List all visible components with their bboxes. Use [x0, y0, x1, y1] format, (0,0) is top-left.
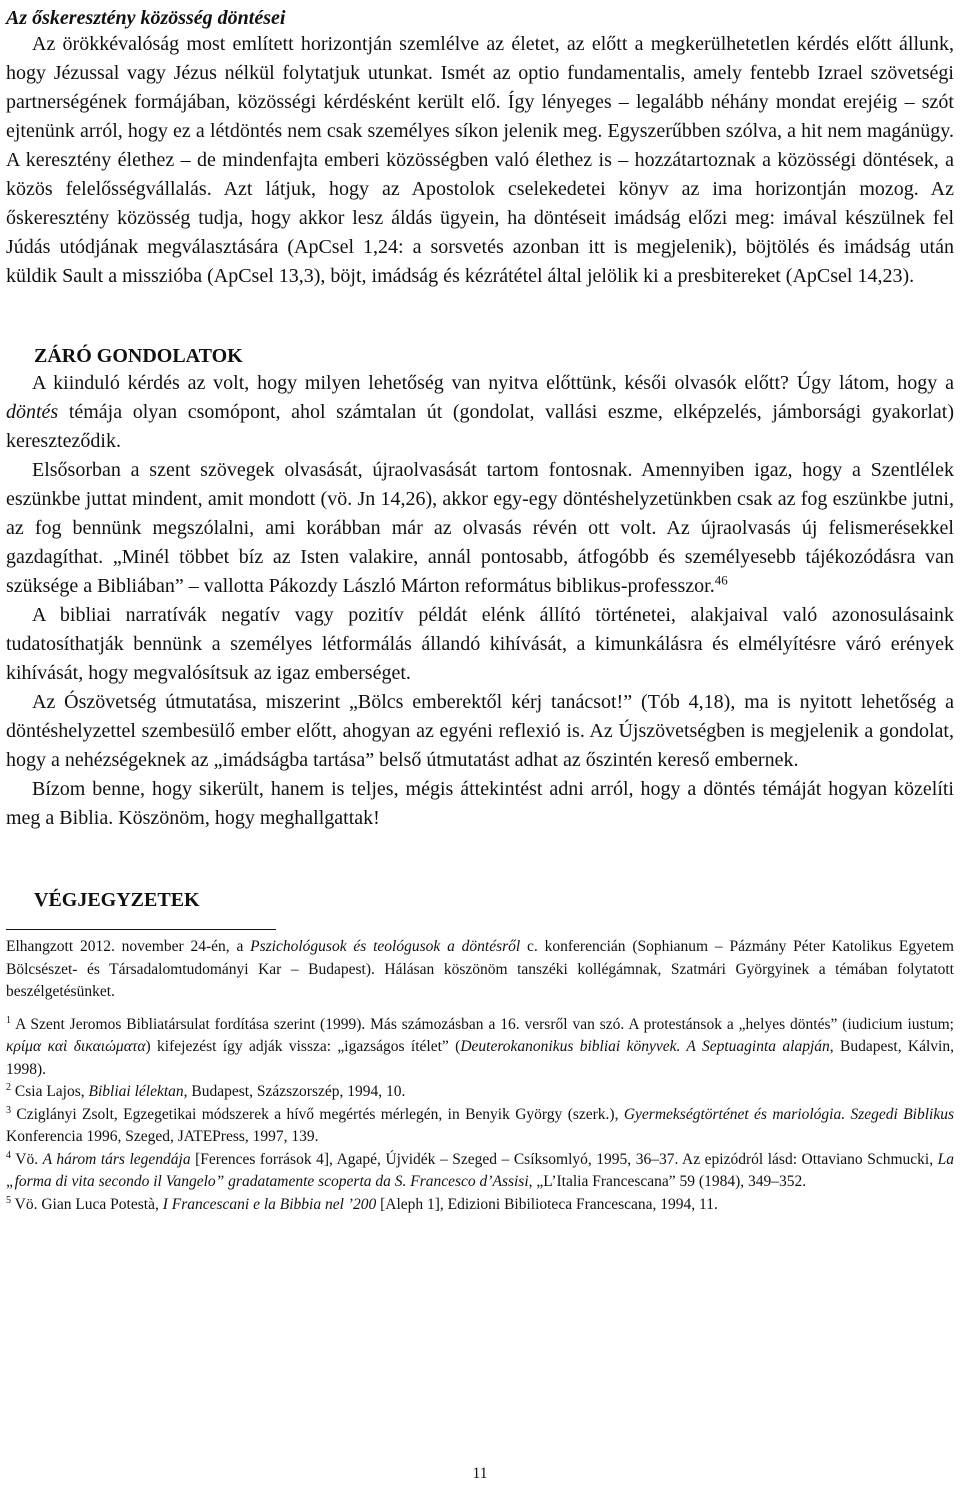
italic-title: A három társ legendája: [42, 1150, 191, 1168]
endnote-intro: [6, 936, 954, 1004]
text-run: [Aleph 1], Edizioni Bibilioteca Francescana, 1994, 11.: [376, 1195, 718, 1213]
text-run: Cziglányi Zsolt, Egzegetikai módszerek a hívő megértés mérlegén, in Benyik György (szerk.),: [11, 1105, 624, 1123]
text-run: , „L’Italia Francescana” 59 (1984), 349–352.: [528, 1173, 807, 1190]
text-run: témája olyan csomópont, ahol számtalan út (gondolat, vallási eszme, elképzelés, jámborsági gyakorlat) kereszteződik.: [6, 401, 954, 452]
endnotes-divider: [6, 929, 276, 930]
endnote-number: 5: [6, 1194, 12, 1206]
document-page: [6, 0, 954, 1216]
closing-paragraph-4: Az Ószövetség útmutatása, miszerint „Bölcs emberektől kérj tanácsot!” (Tób 4,18), ma is nyitott lehetőség a döntéshelyzettel szembesülő ember előtt, ahogyan az egyéni reflexió is. Az Újszövetségben is megjelenik a gondolat, hogy a nehézségeknek az „imádságba tartása” belső útmutatást adhat az őszintén kereső embernek.: [6, 691, 954, 771]
greek-term: κρίμα καὶ δικαιώματα: [6, 1038, 146, 1055]
closing-paragraph-3: A bibliai narratívák negatív vagy pozitív példát elénk állító történetei, alakjaival való azonosulásaink tudatosíthatják bennünk a személyes létformálás állandó kihívását, a kimunkálásra és elmélyítésre váró erények kihívását, hogy megvalósítsuk az igaz emberséget.: [6, 604, 954, 684]
text-run: Vö.: [11, 1150, 43, 1168]
endnote-3: [6, 1104, 954, 1149]
endnote-number: 1: [6, 1014, 12, 1026]
closing-paragraph-1: [6, 369, 954, 456]
endnote-number: 4: [6, 1149, 12, 1161]
text-run: Elhangzott 2012. november 24-én, a: [6, 938, 251, 955]
closing-paragraph-5: Bízom benne, hogy sikerült, hanem is teljes, mégis áttekintést adni arról, hogy a döntés témáját hogyan közelíti meg a Biblia. Köszönöm, hogy meghallgattak!: [6, 778, 954, 829]
text-run: A Szent Jeromos Bibliatársulat fordítása szerint (1999). Más számozásban a 16. versről van szó. A protestánsok a „helyes döntés” (iudicium iustum;: [11, 1015, 954, 1033]
italic-title: Deuterokanonikus bibliai könyvek. A Septuaginta alapján: [460, 1038, 830, 1055]
footnote-marker: 46: [714, 572, 728, 588]
text-run: Vö. Gian Luca Potestà,: [11, 1195, 163, 1213]
endnote-number: 3: [6, 1104, 12, 1116]
text-run: , Budapest, Kálvin, 1998).: [6, 1038, 954, 1078]
text-run: A kiinduló kérdés az volt, hogy milyen lehetőség van nyitva előttünk, késői olvasók előtt? Úgy látom, hogy a: [32, 372, 954, 394]
italic-title: I Francescani e la Bibbia nel ’200: [162, 1195, 377, 1213]
section-title: Az őskeresztény közösség döntései: [6, 7, 286, 29]
endnote-5: [6, 1194, 954, 1217]
text-run: , Budapest, Százszorszép, 1994, 10.: [183, 1083, 406, 1100]
text-run: Csia Lajos,: [11, 1083, 89, 1100]
endnote-number: 2: [6, 1081, 12, 1093]
endnotes-heading: VÉGJEGYZETEK: [34, 889, 200, 911]
closing-heading: ZÁRÓ GONDOLATOK: [34, 345, 243, 367]
text-run: c. konferencián (Sophianum – Pázmány Péter Katolikus Egyetem Bölcsészet- és Társadalomtudományi Kar – Budapest). Hálásan köszönöm tanszéki kollégámnak, Szatmári Györgyinek a témában folytatott beszélgetésünket.: [6, 938, 954, 1000]
text-run: Elsősorban a szent szövegek olvasását, újraolvasását tartom fontosnak. Amennyiben igaz, hogy a Szentlélek eszünkbe juttat mindent, amit mondott (vö. Jn 14,26), akkor egy-egy döntéshelyzetünkben csak az fog eszünkbe jutni, az fog bennünk megszólalni, ami korábban már az olvasás révén ott volt. Az újraolvasás új felismerésekkel gazdagíthat. „Minél többet bíz az Isten valakire, annál pontosabb, átfogóbb és személyesebb tájékozódásra van szüksége a Bibliában” – vallotta Pákozdy László Márton református biblikus-professzor.: [6, 459, 954, 597]
italic-term: döntés: [6, 401, 59, 423]
endnote-4: [6, 1149, 954, 1194]
page-number: 11: [472, 1465, 488, 1482]
closing-paragraph-2: [6, 456, 954, 601]
italic-title: Bibliai lélektan: [88, 1083, 184, 1100]
text-run: [Ferences források 4], Agapé, Újvidék – Szeged – Csíksomlyó, 1995, 36–37. Az epizódról lásd: Ottaviano Schmucki,: [190, 1150, 938, 1168]
text-run: ) kifejezést így adják vissza: „igazságos ítélet” (: [145, 1038, 461, 1055]
section-paragraph: Az örökkévalóság most említett horizontján szemlélve az életet, az előtt a megkerülhetetlen kérdés előtt állunk, hogy Jézussal vagy Jézus nélkül folytatjuk utunkat. Ismét az optio fundamentalis, amely fentebb Izrael szövetségi partnerségének formájában, közösségi kérdésként került elő. Így lényeges – legalább néhány mondat erejéig – szót ejtenünk arról, hogy ez a létdöntés nem csak személyes síkon jelenik meg. Egyszerűbben szólva, a hit nem magánügy. A keresztény élethez – de mindenfajta emberi közösségben való élethez is – hozzátartoznak a közösségi döntések, a közös felelősségvállalás. Azt látjuk, hogy az Apostolok cselekedetei könyv az ima horizontján mozog. Az őskeresztény közösség tudja, hogy akkor lesz áldás ügyein, ha döntéseit imádság előzi meg: imával készülnek fel Júdás utódjának megválasztására (ApCsel 1,24: a sorsvetés azonban itt is megjelenik), böjtölés és imádság után küldik Sault a misszióba (ApCsel 13,3), böjt, imádság és kézrátétel által jelölik ki a presbitereket (ApCsel 14,23).: [6, 33, 954, 287]
endnote-2: [6, 1081, 954, 1104]
italic-title: Gyermekségtörténet és mariológia. Szegedi Biblikus: [623, 1105, 954, 1123]
italic-title: La „forma di vita secondo il Vangelo” gradatamente scoperta da S. Francesco d’Assisi: [6, 1150, 954, 1190]
endnote-1: [6, 1014, 954, 1082]
text-run: Konferencia 1996, Szeged, JATEPress, 1997, 139.: [6, 1128, 319, 1145]
italic-title: Pszichológusok és teológusok a döntésről: [250, 938, 521, 955]
